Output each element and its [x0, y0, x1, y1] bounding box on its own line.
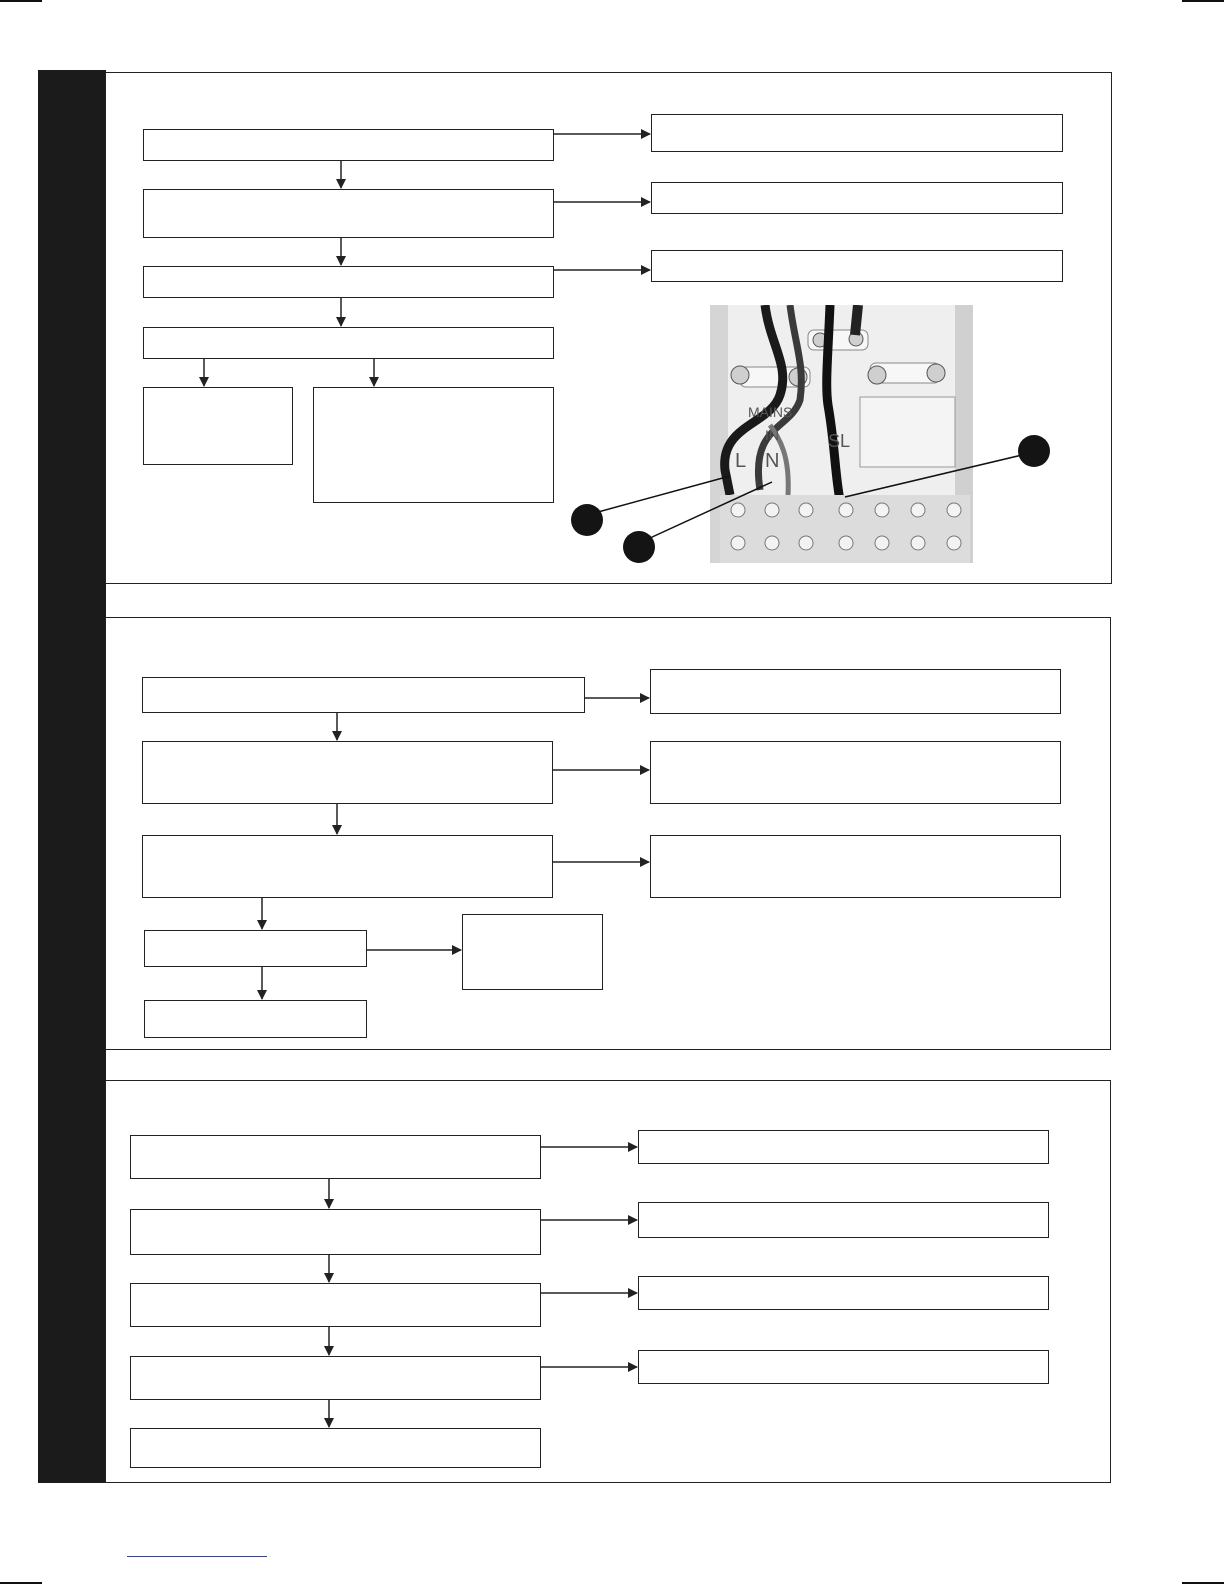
flow1-outcome-2 — [651, 182, 1063, 214]
terminal-label-n: N — [765, 450, 780, 472]
footer-link-underline[interactable] — [127, 1556, 267, 1557]
flow2-outcome-4 — [462, 914, 603, 990]
flow3-outcome-3 — [638, 1276, 1049, 1310]
flow1-branch-right — [313, 387, 554, 503]
photo-callout-3 — [1018, 435, 1050, 467]
wiring-terminal-block-photo — [710, 305, 973, 563]
flow2-step-5 — [144, 1000, 367, 1038]
flow3-step-3 — [130, 1283, 541, 1327]
flow3-step-2 — [130, 1209, 541, 1255]
flow3-outcome-1 — [638, 1130, 1049, 1164]
flow2-step-2 — [142, 741, 553, 804]
crop-mark-top-right — [1182, 0, 1224, 2]
flow2-outcome-3 — [650, 835, 1061, 898]
crop-mark-top-left — [0, 0, 42, 2]
flow3-outcome-4 — [638, 1350, 1049, 1384]
terminal-label-in: IN — [765, 427, 779, 443]
flow3-step-5 — [130, 1428, 541, 1468]
flow1-step-3 — [143, 266, 554, 298]
photo-callout-2 — [623, 531, 655, 563]
flow1-outcome-1 — [651, 114, 1063, 152]
terminal-label-sl: SL — [828, 431, 851, 451]
flow2-step-4 — [144, 930, 367, 967]
section-side-band — [38, 70, 106, 1483]
flow1-outcome-3 — [651, 250, 1063, 282]
flow3-outcome-2 — [638, 1202, 1049, 1238]
terminal-label-mains: MAINS — [748, 404, 793, 420]
flow1-step-4 — [143, 327, 554, 359]
wiring-terminal-photo — [710, 305, 973, 563]
flow1-step-1 — [143, 129, 554, 161]
terminal-label-l: L — [735, 450, 747, 472]
photo-callout-1 — [571, 504, 603, 536]
flow2-outcome-1 — [650, 669, 1061, 714]
flow3-step-4 — [130, 1356, 541, 1400]
flow2-step-1 — [142, 677, 585, 713]
flow2-step-3 — [142, 835, 553, 898]
flow3-step-1 — [130, 1135, 541, 1179]
flow2-outcome-2 — [650, 741, 1061, 804]
flow1-step-2 — [143, 189, 554, 238]
flow1-branch-left — [143, 387, 293, 465]
